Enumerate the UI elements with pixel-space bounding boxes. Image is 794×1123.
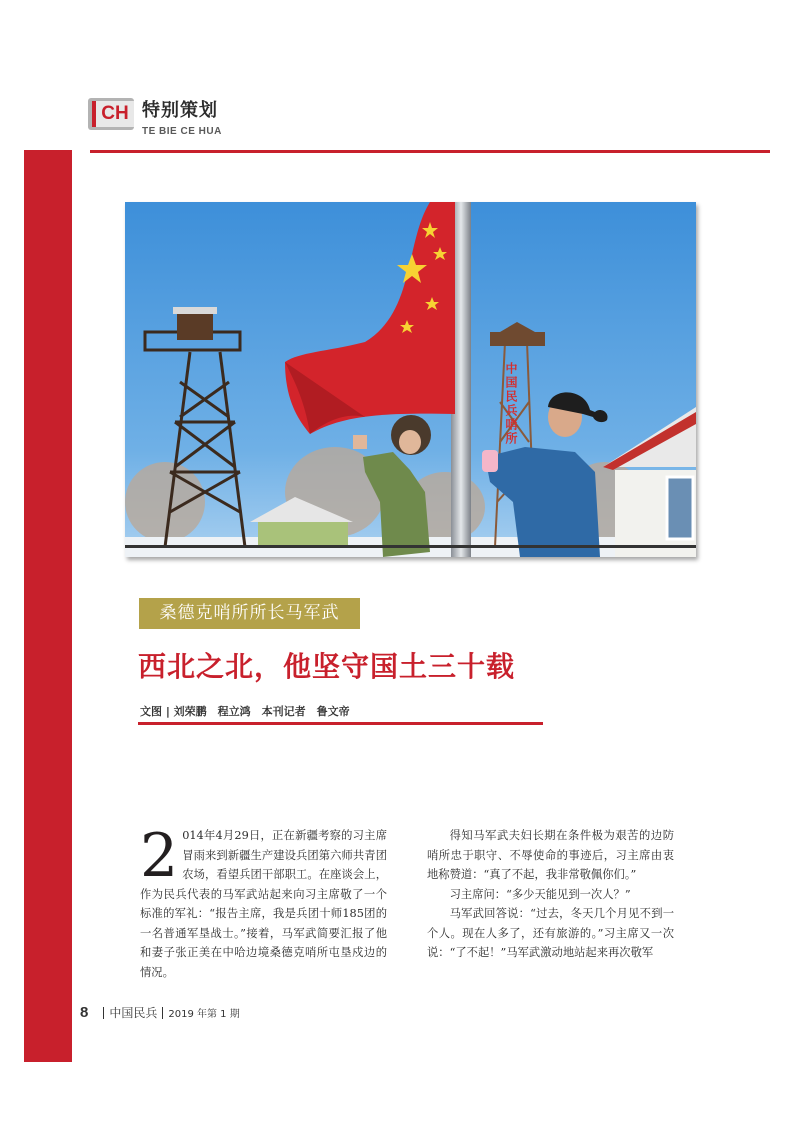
section-pinyin: TE BIE CE HUA — [142, 126, 222, 137]
page-number: 8 — [80, 1004, 89, 1021]
article-headline: 西北之北，他坚守国土三十载 — [138, 650, 516, 683]
article-byline: 文图 | 刘荣鹏 程立鸿 本刊记者 鲁文帝 — [140, 705, 350, 718]
tower-sign-text: 中国民兵哨所 — [504, 362, 518, 446]
magazine-name: 中国民兵 — [109, 1006, 158, 1020]
header-rule — [90, 150, 770, 153]
drop-cap: 2 — [140, 821, 179, 891]
body-paragraph: 得知马军武夫妇长期在条件极为艰苦的边防哨所忠于职守、不辱使命的事迹后，习主席由衷地称赞道：“真了不起，我非常敬佩你们。” — [427, 829, 674, 881]
section-title: 特别策划 — [142, 100, 218, 121]
body-paragraph: 习主席问：“多少天能见到一次人？” — [449, 887, 631, 901]
section-logo — [88, 98, 134, 130]
byline-rule — [138, 722, 543, 725]
body-paragraph: 马军武回答说：“过去，冬天几个月见不到一个人。现在人多了，还有旅游的。”习主席又一次说：“了不起！”马军武激动地站起来再次敬军 — [427, 907, 674, 959]
article-subtitle: 桑德克哨所所长马军武 — [139, 598, 360, 629]
article-column-left — [140, 821, 387, 982]
side-color-strip — [24, 150, 72, 1062]
article-column-right — [427, 826, 674, 963]
section-logo-text: CH — [92, 101, 134, 127]
footer-divider — [103, 1007, 104, 1019]
page-footer — [80, 1004, 240, 1021]
footer-divider — [162, 1007, 163, 1019]
body-paragraph: 014年4月29日，正在新疆考察的习主席冒雨来到新疆生产建设兵团第六师共青团农场，看望兵团干部职工。在座谈会上，作为民兵代表的马军武站起来向习主席敬了一个标准的军礼：“报告主席，我是兵团十师185团的一名普通军垦战士。”接着，马军武简要汇报了他和妻子张正美在中哈边境桑德克哨所屯垦戍边的情况。 — [140, 829, 387, 979]
issue-label: 2019 年第 1 期 — [168, 1009, 240, 1020]
article-photo — [125, 202, 696, 557]
